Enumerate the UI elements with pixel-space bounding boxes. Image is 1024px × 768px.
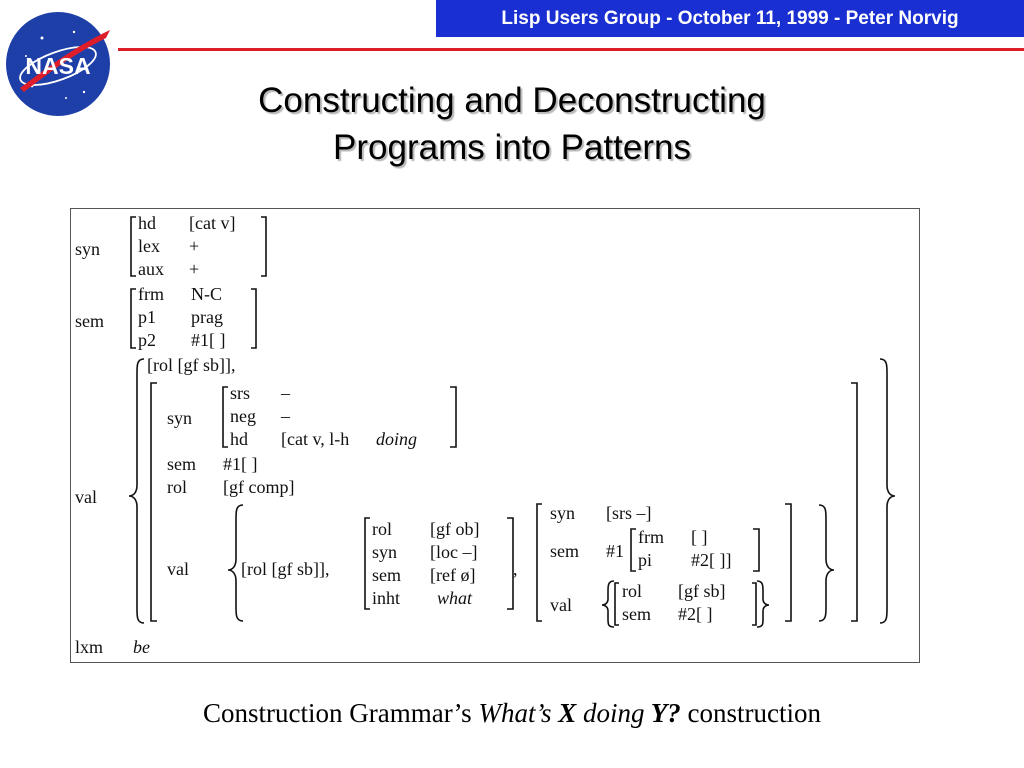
sem-bracket-left	[131, 289, 136, 348]
caption-x: X	[551, 698, 577, 728]
mid-comma: ,	[513, 559, 518, 579]
sem-feature: frm	[138, 284, 164, 304]
avm-diagram	[71, 209, 919, 662]
inner-syn-feature: neg	[230, 406, 256, 426]
syn-value: [cat v]	[189, 213, 236, 233]
sem-value: N-C	[191, 284, 222, 304]
caption-whats: What’s	[478, 698, 552, 728]
inner-rol-label: rol	[167, 477, 187, 497]
syn-bracket-left	[131, 217, 136, 276]
last-val-brace-left	[602, 581, 614, 627]
mid-value: [gf ob]	[430, 519, 480, 539]
sem-label: sem	[75, 311, 104, 331]
last-sem-feature: pi	[638, 550, 653, 570]
last-val-label: val	[550, 595, 572, 615]
last-sem-feature: frm	[638, 527, 664, 547]
sem-bracket-right	[251, 289, 256, 348]
last-syn-label: syn	[550, 503, 576, 523]
caption-construction: construction	[680, 698, 821, 728]
last-bracket-right	[785, 504, 791, 621]
syn-value: +	[189, 236, 200, 256]
logo-text: NASA	[25, 53, 91, 79]
val-first-item: [rol [gf sb]],	[147, 355, 236, 375]
mid-value: [loc –]	[430, 542, 478, 562]
last-sem-value: #2[ ]]	[691, 550, 732, 570]
inner-syn-bracket-left	[223, 387, 228, 447]
inner-syn-value: –	[281, 383, 290, 403]
inner-sem-value: #1[ ]	[223, 454, 258, 474]
val-elem-bracket-right	[851, 383, 857, 621]
inner-syn-value: [cat v, l-h	[281, 429, 350, 449]
inner-syn-label: syn	[167, 408, 193, 428]
lxm-label: lxm	[75, 637, 104, 657]
last-val-brace-right	[757, 581, 769, 627]
val-elem-bracket-left	[151, 383, 157, 621]
val-brace-left	[129, 359, 144, 623]
syn-feature: lex	[138, 236, 160, 256]
inner-syn-feature: hd	[230, 429, 248, 449]
header-red-line	[118, 48, 1024, 51]
last-val-feature: sem	[622, 604, 651, 624]
mid-value: what	[437, 588, 473, 608]
inner-syn-bracket-right	[450, 387, 456, 447]
last-syn-value: [srs –]	[606, 503, 652, 523]
caption-text: Construction Grammar’s	[202, 698, 479, 728]
val-label: val	[75, 487, 97, 507]
avm-figure	[70, 208, 920, 663]
slide-title-line1: Constructing and Deconstructing	[258, 81, 766, 120]
mid-value: [ref ø]	[430, 565, 476, 585]
syn-bracket-right	[261, 217, 266, 276]
inner-syn-hd-extra: doing	[376, 429, 418, 449]
inner-val-brace-right	[819, 505, 834, 621]
inner-rol-value: [gf comp]	[223, 477, 295, 497]
inner-val-first-item: [rol [gf sb]],	[241, 559, 330, 579]
syn-value: +	[189, 259, 200, 279]
last-sem-tag: #1	[606, 541, 624, 561]
caption-doing: doing	[576, 698, 645, 728]
mid-feature: inht	[372, 588, 401, 608]
sem-value: #1[ ]	[191, 330, 226, 350]
val-brace-right	[880, 359, 895, 623]
syn-feature: hd	[138, 213, 156, 233]
sem-feature: p2	[138, 330, 156, 350]
last-val-bracket-left	[615, 583, 619, 625]
mid-feature: sem	[372, 565, 401, 585]
last-val-bracket-right	[752, 583, 756, 625]
syn-label: syn	[75, 239, 101, 259]
mid-feature: rol	[372, 519, 392, 539]
caption-y: Y?	[644, 698, 681, 728]
figure-caption	[0, 698, 1024, 729]
last-val-value: #2[ ]	[678, 604, 713, 624]
mid-bracket-left	[365, 518, 370, 609]
inner-val-label: val	[167, 559, 189, 579]
last-sem-bracket-left	[631, 529, 636, 571]
inner-syn-value: –	[281, 406, 290, 426]
sem-value: prag	[191, 307, 223, 327]
lxm-value: be	[133, 637, 150, 657]
slide-title-line2: Programs into Patterns	[333, 128, 691, 167]
header-banner: Lisp Users Group - October 11, 1999 - Peter Norvig	[436, 0, 1024, 37]
inner-syn-feature: srs	[230, 383, 251, 403]
last-sem-label: sem	[550, 541, 579, 561]
last-val-value: [gf sb]	[678, 581, 726, 601]
inner-sem-label: sem	[167, 454, 196, 474]
mid-feature: syn	[372, 542, 398, 562]
last-val-feature: rol	[622, 581, 642, 601]
last-bracket-left	[537, 504, 542, 621]
last-sem-value: [ ]	[691, 527, 708, 547]
sem-feature: p1	[138, 307, 156, 327]
syn-feature: aux	[138, 259, 164, 279]
last-sem-bracket-right	[753, 529, 759, 571]
